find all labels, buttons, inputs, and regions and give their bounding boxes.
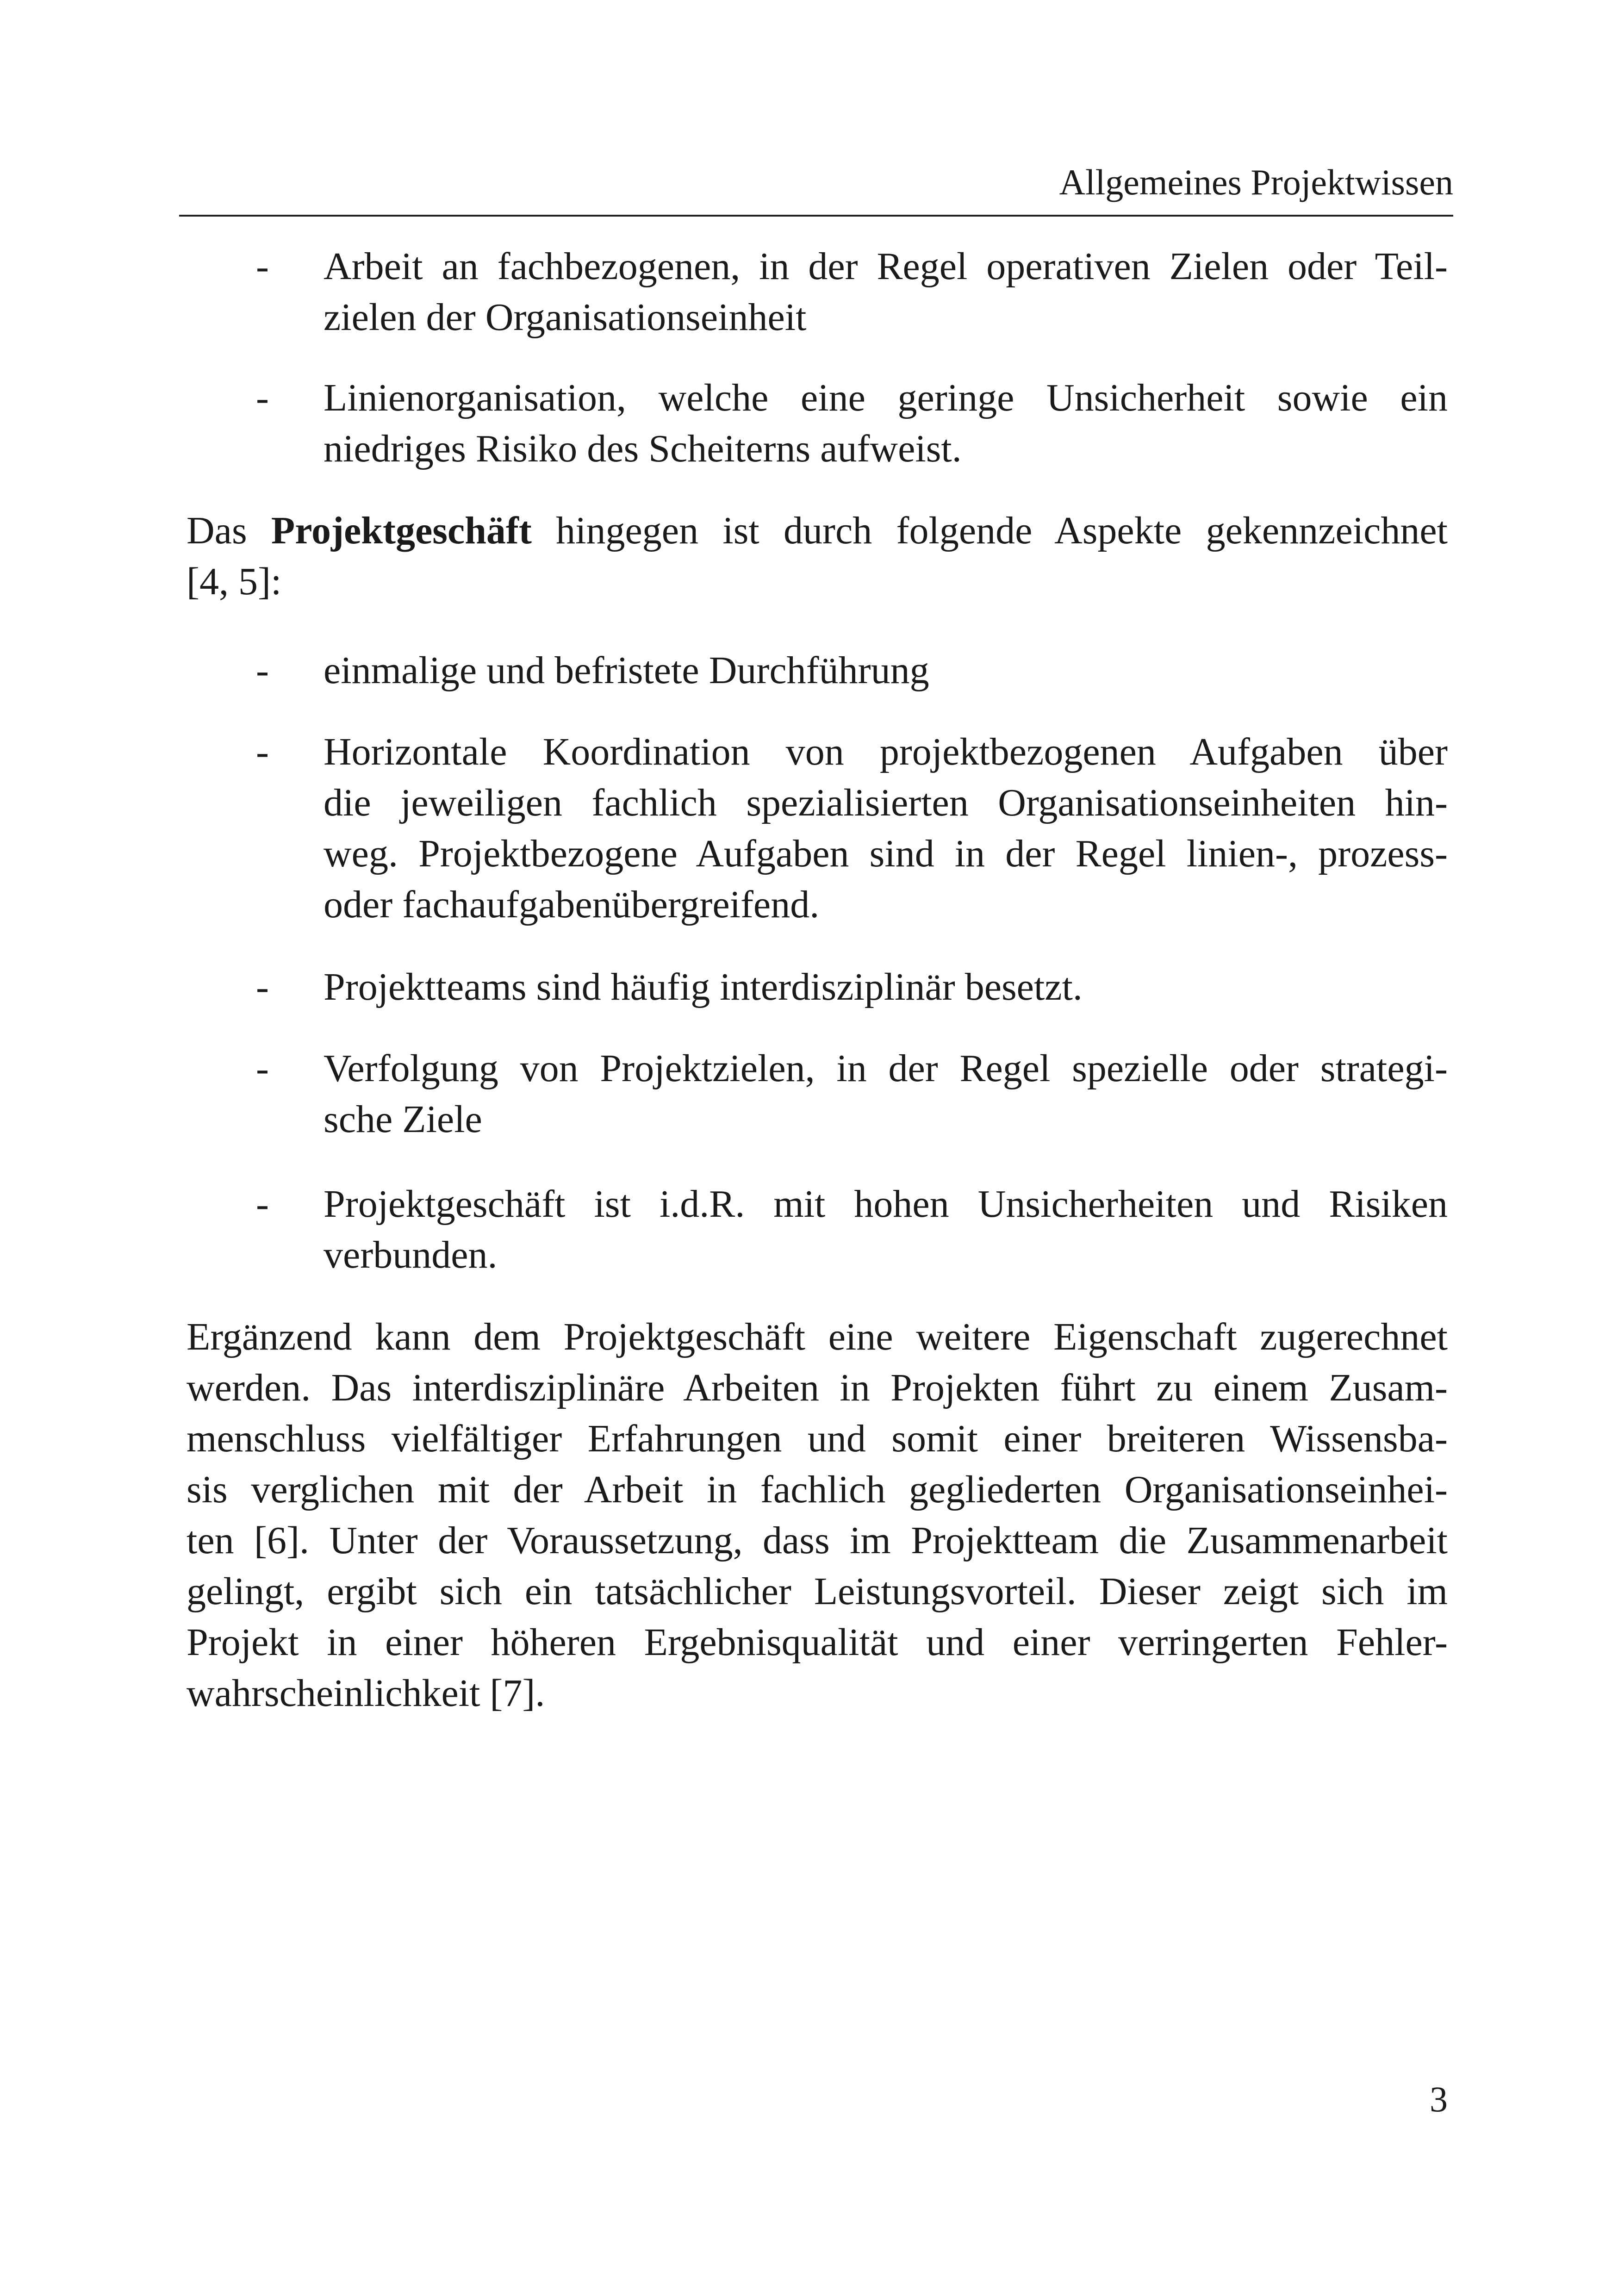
text-line: einmalige und befristete Durchführung — [324, 649, 929, 692]
running-header: Allgemeines Projektwissen — [1059, 162, 1453, 202]
intro-prefix: Das — [187, 509, 271, 552]
text-line: Projekt in einer höheren Ergebnisqualität und einer verringerten Fehler- — [187, 1621, 1448, 1664]
closing-paragraph — [187, 1312, 1448, 1719]
text-line: sche Ziele — [324, 1098, 482, 1141]
text-line: weg. Projektbezogene Aufgaben sind in der Regel linien-, prozess- — [324, 832, 1448, 875]
intro-paragraph — [187, 505, 1448, 607]
text-line: menschluss vielfältiger Erfahrungen und somit einer breiteren Wissensba- — [187, 1417, 1448, 1460]
intro-suffix: hingegen ist durch folgende Aspekte gekennzeichnet — [531, 509, 1448, 552]
text-line — [187, 505, 1448, 556]
header-rule — [179, 215, 1453, 217]
text-line: Linienorganisation, welche eine geringe Unsicherheit sowie ein — [324, 376, 1448, 419]
page-number: 3 — [1430, 2079, 1448, 2119]
bullet-dash: - — [256, 1047, 269, 1090]
text-line: gelingt, ergibt sich ein tatsächlicher Leistungsvorteil. Dieser zeigt sich im — [187, 1570, 1448, 1613]
bullet-dash: - — [256, 730, 269, 773]
text-line: zielen der Organisationseinheit — [324, 296, 807, 339]
bullet-dash: - — [256, 245, 269, 288]
intro-bold-term: Projektgeschäft — [271, 509, 532, 552]
text-line: sis verglichen mit der Arbeit in fachlich gegliederten Organisationseinhei- — [187, 1468, 1448, 1511]
text-line: wahrscheinlichkeit [7]. — [187, 1672, 545, 1715]
bullet-dash: - — [256, 1182, 269, 1226]
text-line: oder fachaufgabenübergreifend. — [324, 883, 820, 926]
text-line: Verfolgung von Projektzielen, in der Regel spezielle oder strategi- — [324, 1047, 1448, 1090]
text-line: verbunden. — [324, 1233, 498, 1276]
bullet-dash: - — [256, 649, 269, 692]
bullet-dash: - — [256, 376, 269, 419]
text-line: Projektgeschäft ist i.d.R. mit hohen Unsicherheiten und Risiken — [324, 1182, 1448, 1226]
bullet-dash: - — [256, 965, 269, 1008]
text-line: Arbeit an fachbezogenen, in der Regel operativen Zielen oder Teil- — [324, 245, 1448, 288]
text-line: Projektteams sind häufig interdisziplinär besetzt. — [324, 965, 1083, 1008]
text-line: niedriges Risiko des Scheiterns aufweist. — [324, 427, 962, 470]
text-line: Ergänzend kann dem Projektgeschäft eine weitere Eigenschaft zugerechnet — [187, 1315, 1448, 1358]
text-line: die jeweiligen fachlich spezialisierten Organisationseinheiten hin- — [324, 781, 1448, 824]
text-line: werden. Das interdisziplinäre Arbeiten in Projekten führt zu einem Zusam- — [187, 1366, 1448, 1409]
text-line: ten [6]. Unter der Voraussetzung, dass im Projektteam die Zusammenarbeit — [187, 1519, 1448, 1562]
text-line: Horizontale Koordination von projektbezogenen Aufgaben über — [324, 730, 1448, 773]
text-line: [4, 5]: — [187, 560, 282, 603]
